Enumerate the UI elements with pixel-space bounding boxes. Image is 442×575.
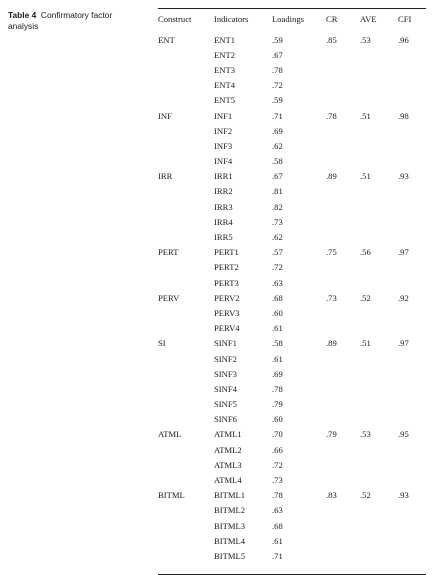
table-row <box>158 93 426 108</box>
table-row <box>158 275 426 290</box>
cell-construct <box>158 123 214 138</box>
cell-cr <box>326 397 360 412</box>
cell-cfi <box>398 351 426 366</box>
table-row <box>158 229 426 244</box>
cell-indicator: PERV2 <box>214 292 240 303</box>
cell-ave: .53 <box>360 429 371 440</box>
cell-construct <box>158 62 214 77</box>
cell-cr <box>326 412 360 427</box>
cell-construct <box>158 548 214 563</box>
cell-construct <box>158 321 214 336</box>
cell-construct: SI <box>158 338 166 349</box>
cell-indicator: IRR1 <box>214 171 233 182</box>
cell-loading: .72 <box>272 262 283 273</box>
cell-cfi <box>398 93 426 108</box>
table-row <box>158 321 426 336</box>
cell-cr <box>326 275 360 290</box>
cell-indicator: PERV3 <box>214 307 240 318</box>
cell-indicator: SINF2 <box>214 353 237 364</box>
cell-loading: .82 <box>272 201 283 212</box>
cell-construct <box>158 199 214 214</box>
cell-cr <box>326 260 360 275</box>
cell-cr <box>326 442 360 457</box>
table-row <box>158 62 426 77</box>
cell-loading: .73 <box>272 216 283 227</box>
cell-cr <box>326 305 360 320</box>
cell-construct <box>158 260 214 275</box>
cell-indicator: IRR3 <box>214 201 233 212</box>
cell-loading: .62 <box>272 140 283 151</box>
table-row <box>158 412 426 427</box>
cell-cr: .78 <box>326 110 337 121</box>
cell-construct <box>158 138 214 153</box>
header-construct: Construct <box>158 13 192 24</box>
cell-cfi <box>398 123 426 138</box>
header-loadings: Loadings <box>272 13 304 24</box>
cell-cr <box>326 381 360 396</box>
table-row <box>158 138 426 153</box>
cell-ave: .53 <box>360 34 371 45</box>
table-row <box>158 184 426 199</box>
cell-loading: .72 <box>272 459 283 470</box>
cell-construct <box>158 351 214 366</box>
cell-ave <box>360 138 398 153</box>
table-body <box>158 28 426 564</box>
cell-ave <box>360 457 398 472</box>
cell-indicator: INF1 <box>214 110 233 121</box>
cell-construct <box>158 397 214 412</box>
cell-ave <box>360 397 398 412</box>
cell-cfi: .98 <box>398 110 409 121</box>
cell-construct <box>158 214 214 229</box>
table-row <box>158 457 426 472</box>
cell-loading: .68 <box>272 292 283 303</box>
cell-cfi <box>398 184 426 199</box>
cell-cr: .85 <box>326 34 337 45</box>
cell-indicator: ATML1 <box>214 429 242 440</box>
cell-construct <box>158 503 214 518</box>
cell-construct: ENT <box>158 34 175 45</box>
cell-indicator: SINF1 <box>214 338 237 349</box>
cell-cfi <box>398 442 426 457</box>
table-row <box>158 397 426 412</box>
table-row <box>158 305 426 320</box>
cell-construct <box>158 366 214 381</box>
cell-cr <box>326 518 360 533</box>
cell-loading: .61 <box>272 353 283 364</box>
cell-cfi <box>398 154 426 169</box>
cell-cfi: .97 <box>398 247 409 258</box>
cell-cr <box>326 533 360 548</box>
cell-cfi <box>398 214 426 229</box>
cell-cr: .89 <box>326 171 337 182</box>
cell-indicator: ATML3 <box>214 459 242 470</box>
cell-ave <box>360 472 398 487</box>
header-ave: AVE <box>360 13 377 24</box>
cell-indicator: BITML2 <box>214 505 246 516</box>
cell-cr <box>326 457 360 472</box>
cell-cr <box>326 548 360 563</box>
cell-cr <box>326 138 360 153</box>
table-row <box>158 351 426 366</box>
cell-ave <box>360 214 398 229</box>
cell-indicator: ENT1 <box>214 34 236 45</box>
cell-loading: .57 <box>272 247 283 258</box>
cell-indicator: IRR2 <box>214 186 233 197</box>
cell-construct: INF <box>158 110 172 121</box>
cell-construct <box>158 229 214 244</box>
cell-loading: .79 <box>272 399 283 410</box>
cell-cfi: .96 <box>398 34 409 45</box>
cell-indicator: SINF4 <box>214 383 237 394</box>
table-row <box>158 260 426 275</box>
cell-loading: .73 <box>272 475 283 486</box>
table-row <box>158 381 426 396</box>
table-row <box>158 169 426 184</box>
cell-cfi: .97 <box>398 338 409 349</box>
cell-cfi <box>398 62 426 77</box>
cell-cfi <box>398 412 426 427</box>
cell-cfi <box>398 548 426 563</box>
cell-indicator: BITML4 <box>214 535 246 546</box>
cell-cr <box>326 214 360 229</box>
table-row <box>158 336 426 351</box>
cell-loading: .69 <box>272 368 283 379</box>
cell-ave <box>360 442 398 457</box>
cell-ave: .51 <box>360 110 371 121</box>
cell-cr <box>326 154 360 169</box>
cell-construct: IRR <box>158 171 173 182</box>
cell-cfi: .95 <box>398 429 409 440</box>
cell-ave: .52 <box>360 490 371 501</box>
cfa-table <box>158 9 426 564</box>
cell-indicator: PERT2 <box>214 262 239 273</box>
cell-construct <box>158 518 214 533</box>
cell-ave <box>360 351 398 366</box>
cell-indicator: PERT3 <box>214 277 239 288</box>
cfa-table-container <box>158 8 426 575</box>
cell-construct <box>158 442 214 457</box>
table-row <box>158 518 426 533</box>
cell-indicator: ATML2 <box>214 444 242 455</box>
cell-loading: .59 <box>272 95 283 106</box>
cell-indicator: BITML1 <box>214 490 246 501</box>
cell-cr <box>326 47 360 62</box>
cell-cr: .79 <box>326 429 337 440</box>
cell-ave <box>360 548 398 563</box>
cell-indicator: SINF3 <box>214 368 237 379</box>
cell-cfi <box>398 381 426 396</box>
table-row <box>158 78 426 93</box>
cell-cfi: .93 <box>398 490 409 501</box>
cell-ave <box>360 260 398 275</box>
cell-cfi <box>398 472 426 487</box>
cell-loading: .69 <box>272 125 283 136</box>
cell-cfi <box>398 305 426 320</box>
cell-cr <box>326 123 360 138</box>
table-row <box>158 123 426 138</box>
cell-indicator: ENT4 <box>214 80 236 91</box>
cell-indicator: ENT5 <box>214 95 236 106</box>
cell-cfi <box>398 518 426 533</box>
cell-loading: .60 <box>272 414 283 425</box>
cell-loading: .72 <box>272 80 283 91</box>
cell-ave <box>360 229 398 244</box>
cell-indicator: ENT2 <box>214 49 236 60</box>
cell-ave <box>360 366 398 381</box>
cell-construct: PERT <box>158 247 179 258</box>
cell-indicator: PERT1 <box>214 247 239 258</box>
cell-cr <box>326 229 360 244</box>
cell-construct <box>158 47 214 62</box>
cell-cr <box>326 62 360 77</box>
cell-cfi <box>398 397 426 412</box>
cell-cr <box>326 78 360 93</box>
cell-indicator: INF4 <box>214 156 233 167</box>
cell-cr <box>326 199 360 214</box>
table-row <box>158 28 426 47</box>
cell-cfi <box>398 533 426 548</box>
cell-loading: .62 <box>272 232 283 243</box>
table-row <box>158 290 426 305</box>
cell-loading: .60 <box>272 307 283 318</box>
cell-loading: .81 <box>272 186 283 197</box>
cell-cr <box>326 321 360 336</box>
cell-ave <box>360 503 398 518</box>
cell-cfi <box>398 457 426 472</box>
cell-indicator: INF3 <box>214 140 233 151</box>
table-row <box>158 47 426 62</box>
cell-cr <box>326 366 360 381</box>
cell-indicator: IRR5 <box>214 232 233 243</box>
cell-cfi <box>398 229 426 244</box>
cell-construct <box>158 305 214 320</box>
cell-cfi <box>398 138 426 153</box>
table-header-row <box>158 9 426 28</box>
cell-cfi <box>398 199 426 214</box>
table-row <box>158 503 426 518</box>
cell-ave <box>360 381 398 396</box>
cell-ave <box>360 533 398 548</box>
cell-indicator: PERV4 <box>214 323 240 334</box>
table-bottom-rule <box>158 574 426 575</box>
cell-indicator: BITML5 <box>214 550 246 561</box>
cell-cr <box>326 184 360 199</box>
cell-construct <box>158 412 214 427</box>
cell-cfi <box>398 275 426 290</box>
cell-ave <box>360 305 398 320</box>
cell-construct <box>158 381 214 396</box>
cell-cfi: .93 <box>398 171 409 182</box>
cell-indicator: ENT3 <box>214 64 236 75</box>
cell-cfi <box>398 260 426 275</box>
cell-construct <box>158 275 214 290</box>
cell-loading: .63 <box>272 277 283 288</box>
cell-construct: PERV <box>158 292 180 303</box>
cell-construct <box>158 78 214 93</box>
cell-loading: .66 <box>272 444 283 455</box>
cell-ave: .51 <box>360 338 371 349</box>
cell-construct: BITML <box>158 490 185 501</box>
cell-loading: .68 <box>272 520 283 531</box>
cell-loading: .78 <box>272 490 283 501</box>
table-row <box>158 442 426 457</box>
cell-loading: .78 <box>272 64 283 75</box>
table-row <box>158 108 426 123</box>
table-row <box>158 488 426 503</box>
cell-ave <box>360 275 398 290</box>
cell-construct: ATML <box>158 429 182 440</box>
table-row <box>158 245 426 260</box>
table-row <box>158 427 426 442</box>
cell-ave <box>360 199 398 214</box>
cell-cfi <box>398 47 426 62</box>
cell-indicator: INF2 <box>214 125 233 136</box>
cell-cr <box>326 472 360 487</box>
cell-indicator: ATML4 <box>214 475 242 486</box>
cell-loading: .78 <box>272 383 283 394</box>
table-caption <box>8 10 144 31</box>
cell-indicator: BITML3 <box>214 520 246 531</box>
cell-construct <box>158 457 214 472</box>
cell-construct <box>158 184 214 199</box>
cell-cr: .83 <box>326 490 337 501</box>
table-caption-text: Confirmatory factor analysis <box>8 10 113 31</box>
table-row <box>158 472 426 487</box>
table-row <box>158 366 426 381</box>
header-cr: CR <box>326 13 338 24</box>
cell-ave <box>360 184 398 199</box>
cell-construct <box>158 93 214 108</box>
cell-ave <box>360 518 398 533</box>
cell-ave: .56 <box>360 247 371 258</box>
cell-loading: .63 <box>272 505 283 516</box>
cell-construct <box>158 154 214 169</box>
cell-ave <box>360 412 398 427</box>
cell-loading: .59 <box>272 34 283 45</box>
header-cfi: CFI <box>398 13 412 24</box>
table-row <box>158 533 426 548</box>
cell-loading: .61 <box>272 323 283 334</box>
cell-cfi <box>398 366 426 381</box>
cell-cr <box>326 351 360 366</box>
cell-indicator: SINF5 <box>214 399 237 410</box>
cell-cfi <box>398 78 426 93</box>
cell-ave: .51 <box>360 171 371 182</box>
cell-cr: .89 <box>326 338 337 349</box>
cell-ave <box>360 93 398 108</box>
cell-ave <box>360 123 398 138</box>
cell-cfi <box>398 503 426 518</box>
cell-indicator: IRR4 <box>214 216 233 227</box>
table-row <box>158 199 426 214</box>
cell-loading: .67 <box>272 49 283 60</box>
table-row <box>158 154 426 169</box>
cell-loading: .71 <box>272 550 283 561</box>
cell-indicator: SINF6 <box>214 414 237 425</box>
cell-construct <box>158 472 214 487</box>
cell-loading: .67 <box>272 171 283 182</box>
table-row <box>158 214 426 229</box>
cell-ave <box>360 78 398 93</box>
cell-loading: .71 <box>272 110 283 121</box>
cell-cr: .75 <box>326 247 337 258</box>
cell-ave <box>360 321 398 336</box>
header-indicators: Indicators <box>214 13 249 24</box>
cell-loading: .58 <box>272 156 283 167</box>
cell-construct <box>158 533 214 548</box>
cell-cfi: .92 <box>398 292 409 303</box>
table-caption-label: Table 4 <box>8 10 37 20</box>
cell-ave <box>360 47 398 62</box>
cell-loading: .61 <box>272 535 283 546</box>
cell-ave <box>360 154 398 169</box>
cell-ave: .52 <box>360 292 371 303</box>
cell-cr <box>326 503 360 518</box>
cell-cfi <box>398 321 426 336</box>
cell-loading: .58 <box>272 338 283 349</box>
table-row <box>158 548 426 563</box>
cell-loading: .70 <box>272 429 283 440</box>
cell-cr: .73 <box>326 292 337 303</box>
cell-ave <box>360 62 398 77</box>
cell-cr <box>326 93 360 108</box>
